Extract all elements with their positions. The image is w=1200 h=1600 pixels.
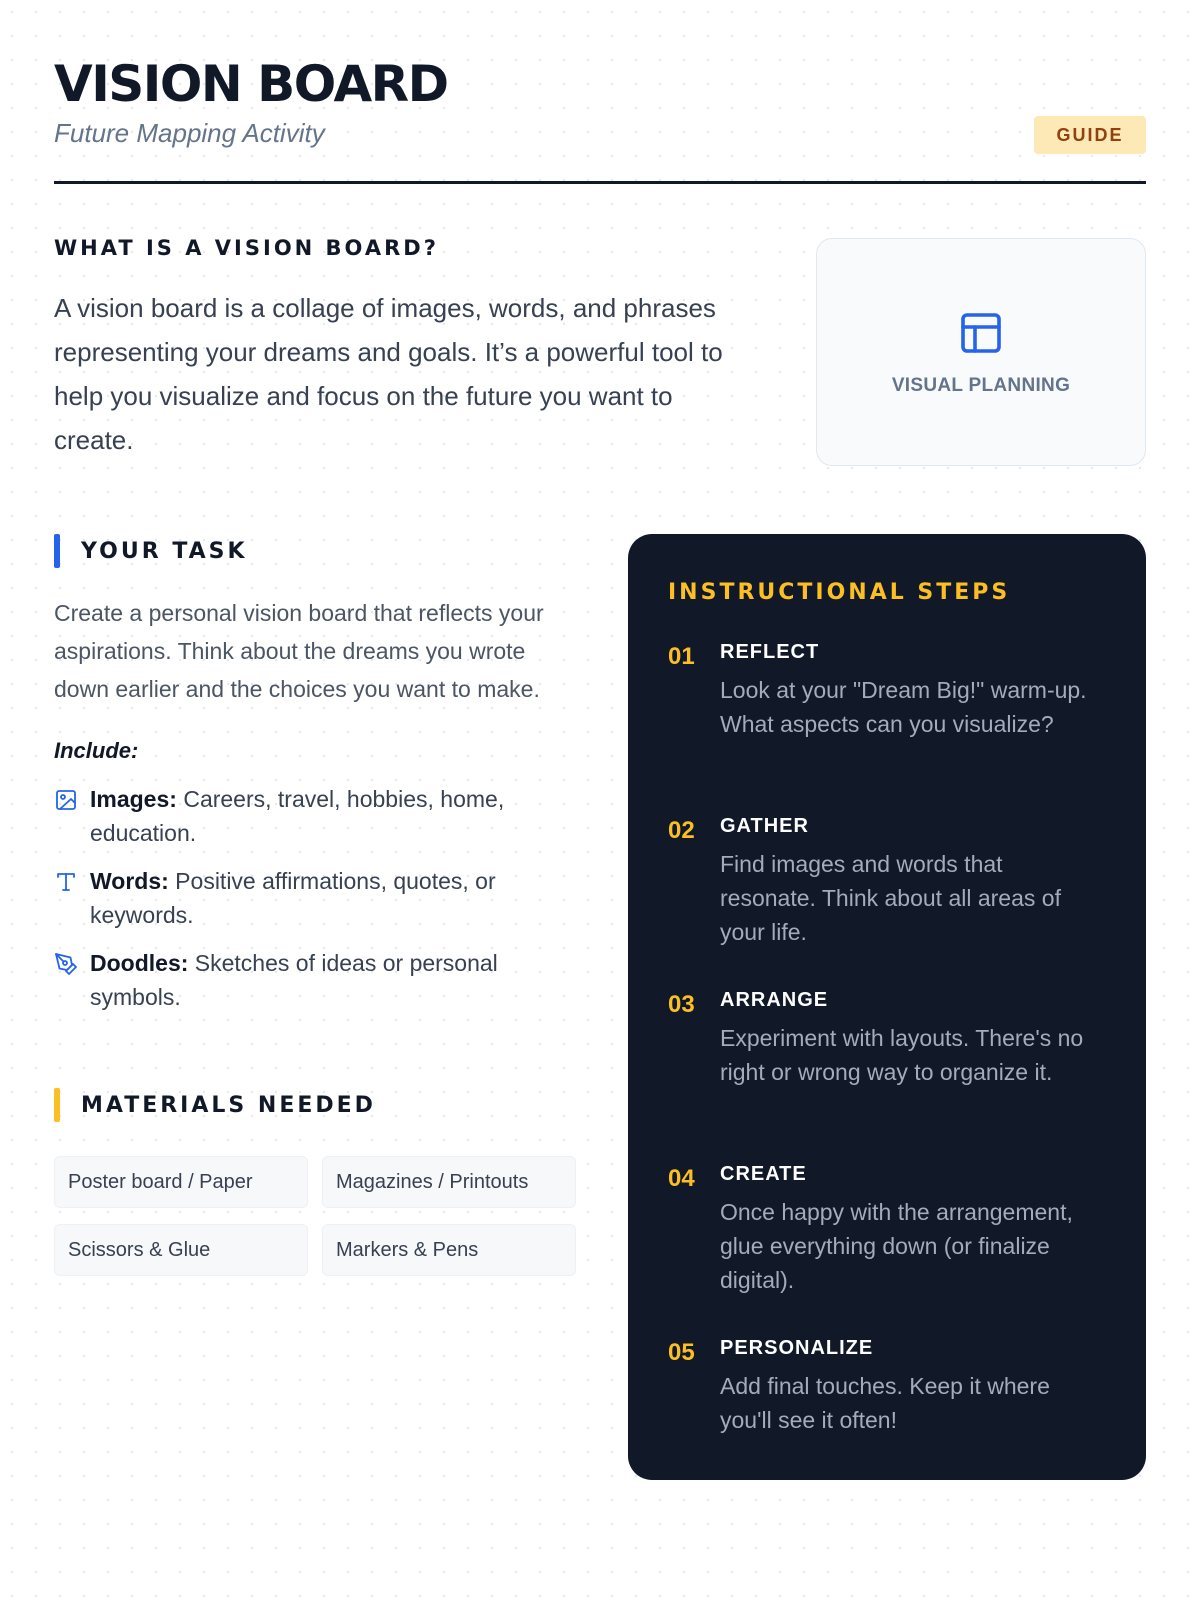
accent-bar — [54, 1088, 60, 1122]
include-label: Include: — [54, 738, 139, 763]
materials-heading: MATERIALS NEEDED — [81, 1092, 376, 1118]
step-title: REFLECT — [720, 641, 820, 663]
step-description: Add final touches. Keep it where you'll see it often! — [720, 1373, 1050, 1433]
step-description: Once happy with the arrangement, glue everything down (or finalize digital). — [720, 1199, 1073, 1293]
step-number: 05 — [668, 1339, 695, 1366]
steps-heading: INSTRUCTIONAL STEPS — [668, 580, 1011, 605]
material-item: Scissors & Glue — [54, 1224, 308, 1276]
step-title: PERSONALIZE — [720, 1337, 874, 1359]
what-is-heading: WHAT IS A VISION BOARD? — [54, 236, 439, 260]
your-task-body: Create a personal vision board that reflects your aspirations. Think about the dreams you wrote down earlier and the choices you want to make. — [54, 600, 544, 702]
page-subtitle: Future Mapping Activity — [54, 118, 325, 148]
materials-header — [54, 1088, 574, 1122]
step-title: CREATE — [720, 1163, 807, 1185]
step-description: Look at your "Dream Big!" warm-up. What aspects can you visualize? — [720, 677, 1087, 737]
guide-badge: GUIDE — [1034, 116, 1146, 154]
step-number: 02 — [668, 817, 695, 844]
page-header — [54, 52, 1146, 184]
image-icon — [54, 788, 78, 812]
include-item-text: Careers, travel, hobbies, home, education. — [90, 786, 505, 846]
include-item-doodles — [54, 946, 574, 1014]
step-item — [668, 813, 1106, 987]
include-item-words — [54, 864, 574, 932]
step-description: Experiment with layouts. There's no right or wrong way to organize it. — [720, 1025, 1084, 1085]
your-task-section — [54, 534, 574, 1028]
include-item-images — [54, 782, 574, 850]
material-item: Poster board / Paper — [54, 1156, 308, 1208]
accent-bar — [54, 534, 60, 568]
step-title: ARRANGE — [720, 989, 829, 1011]
material-item: Markers & Pens — [322, 1224, 576, 1276]
step-number: 01 — [668, 643, 695, 670]
step-description: Find images and words that resonate. Think about all areas of your life. — [720, 851, 1061, 945]
what-is-body: A vision board is a collage of images, words, and phrases representing your dreams and goals. It’s a powerful tool to help you visualize and focus on the future you want to create. — [54, 293, 723, 455]
what-is-section — [54, 236, 754, 462]
visual-planning-card — [816, 238, 1146, 466]
vision-board-page — [54, 0, 1146, 1600]
page-title: VISION BOARD — [54, 55, 448, 113]
pen-tool-icon — [54, 952, 78, 976]
materials-section — [54, 1088, 574, 1276]
include-item-label: Images: — [90, 786, 177, 812]
step-number: 04 — [668, 1165, 695, 1192]
instructional-steps-card — [628, 534, 1146, 1480]
step-item — [668, 639, 1106, 813]
step-item — [668, 1161, 1106, 1335]
your-task-header — [54, 534, 574, 568]
include-item-label: Words: — [90, 868, 169, 894]
text-icon — [54, 870, 78, 894]
step-number: 03 — [668, 991, 695, 1018]
layout-icon — [957, 309, 1005, 357]
material-item: Magazines / Printouts — [322, 1156, 576, 1208]
step-item — [668, 1335, 1106, 1509]
steps-list — [668, 639, 1106, 1509]
visual-planning-label: VISUAL PLANNING — [891, 375, 1071, 396]
include-item-text: Sketches of ideas or personal symbols. — [90, 950, 498, 1010]
materials-grid — [54, 1156, 574, 1276]
step-item — [668, 987, 1106, 1161]
step-title: GATHER — [720, 815, 809, 837]
include-list — [54, 782, 574, 1014]
include-item-label: Doodles: — [90, 950, 189, 976]
include-item-text: Positive affirmations, quotes, or keywords. — [90, 868, 496, 928]
your-task-heading: YOUR TASK — [81, 538, 248, 564]
